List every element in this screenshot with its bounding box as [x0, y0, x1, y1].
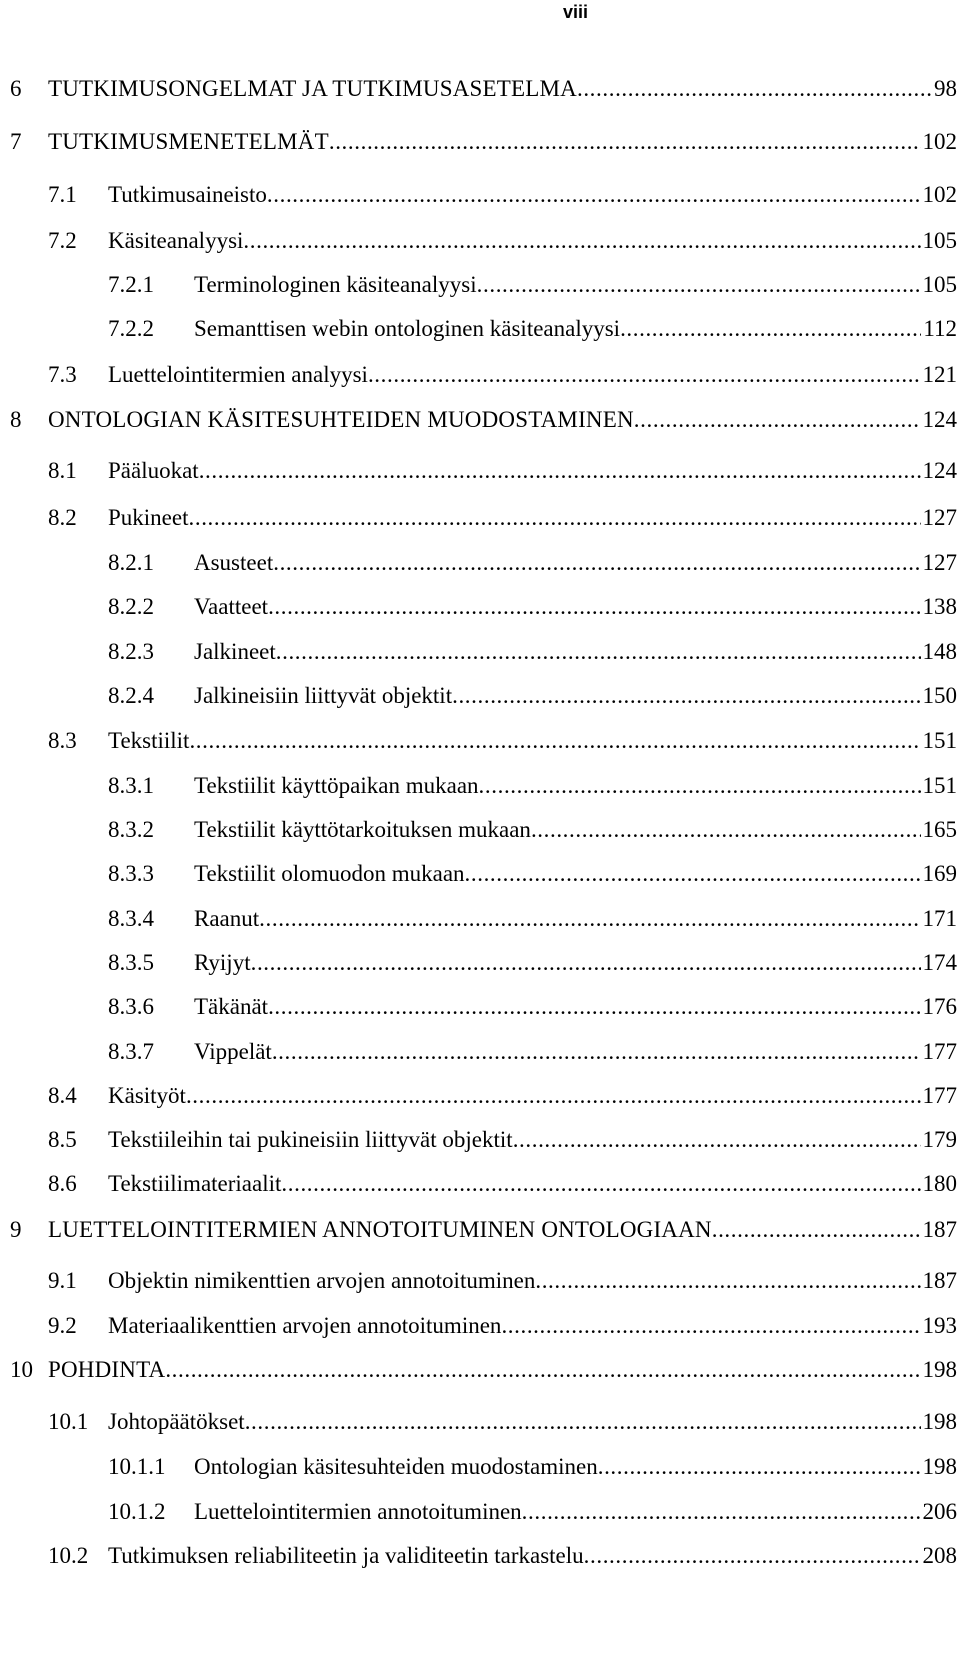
toc-entry-number: 7.1	[48, 182, 77, 207]
toc-entry-7[interactable]	[10, 127, 957, 157]
toc-entry-page: 177	[922, 1083, 957, 1108]
toc-entry-number: 10.1.1	[108, 1454, 166, 1479]
toc-entry-7-3[interactable]	[48, 360, 957, 390]
toc-entry-page: 180	[922, 1171, 957, 1196]
toc-entry-number: 8.5	[48, 1127, 77, 1152]
toc-entry-title: Asusteet	[194, 550, 274, 575]
toc-entry-page: 148	[922, 639, 957, 664]
toc-entry-8-2-2[interactable]	[108, 592, 957, 622]
toc-entry-8-3-2[interactable]	[108, 815, 957, 845]
toc-entry-10-1[interactable]	[48, 1407, 957, 1437]
toc-dot-leader	[477, 270, 921, 300]
toc-dot-leader	[598, 1452, 921, 1482]
toc-entry-page: 98	[934, 76, 957, 101]
toc-entry-10-1-1[interactable]	[108, 1452, 957, 1482]
toc-entry-number: 9.2	[48, 1313, 77, 1338]
toc-dot-leader	[522, 1497, 921, 1527]
toc-entry-page: 151	[922, 773, 957, 798]
toc-entry-title: Käsiteanalyysi	[108, 228, 244, 253]
toc-entry-number: 8.3.3	[108, 861, 154, 886]
toc-entry-title: TUTKIMUSONGELMAT JA TUTKIMUSASETELMA	[48, 76, 577, 101]
toc-entry-number: 9	[10, 1217, 22, 1242]
toc-entry-8-3-5[interactable]	[108, 948, 957, 978]
toc-entry-number: 8.3	[48, 728, 77, 753]
toc-entry-title: Tutkimusaineisto	[108, 182, 267, 207]
toc-entry-number: 7.2	[48, 228, 77, 253]
toc-entry-title: Tekstiilit	[108, 728, 190, 753]
toc-entry-title: Jalkineet	[194, 639, 276, 664]
toc-entry-number: 7.3	[48, 362, 77, 387]
toc-entry-8-3-4[interactable]	[108, 904, 957, 934]
toc-entry-number: 10.1	[48, 1409, 89, 1434]
toc-entry-title: Tekstiilit olomuodon mukaan	[194, 861, 465, 886]
toc-entry-8-5[interactable]	[48, 1125, 957, 1155]
toc-entry-8-3[interactable]	[48, 726, 957, 756]
toc-entry-page: 138	[922, 594, 957, 619]
toc-entry-title: Pukineet	[108, 505, 189, 530]
toc-dot-leader	[577, 74, 932, 104]
toc-entry-7-2-2[interactable]	[108, 314, 957, 344]
toc-entry-page: 124	[922, 458, 957, 483]
toc-entry-title: Vippelät	[194, 1039, 272, 1064]
toc-entry-number: 7	[10, 129, 22, 154]
toc-entry-title: Tekstiilit käyttöpaikan mukaan	[194, 773, 479, 798]
toc-entry-page: 198	[922, 1454, 957, 1479]
toc-entry-8-2-3[interactable]	[108, 637, 957, 667]
toc-entry-7-1[interactable]	[48, 180, 957, 210]
toc-entry-8-3-7[interactable]	[108, 1037, 957, 1067]
toc-entry-8-3-1[interactable]	[108, 771, 957, 801]
toc-entry-number: 8.3.5	[108, 950, 154, 975]
toc-entry-page: 150	[922, 683, 957, 708]
toc-dot-leader	[712, 1215, 921, 1245]
toc-entry-page: 171	[922, 906, 957, 931]
toc-entry-9-2[interactable]	[48, 1311, 957, 1341]
toc-entry-number: 8.6	[48, 1171, 77, 1196]
toc-entry-8-2[interactable]	[48, 503, 957, 533]
toc-entry-number: 10.2	[48, 1543, 89, 1568]
toc-entry-8[interactable]	[10, 405, 957, 435]
toc-entry-title: Johtopäätökset	[108, 1409, 245, 1434]
toc-entry-page: 193	[922, 1313, 957, 1338]
toc-entry-page: 187	[922, 1217, 957, 1242]
toc-entry-page: 169	[922, 861, 957, 886]
toc-entry-page: 124	[922, 407, 957, 432]
toc-dot-leader	[268, 992, 920, 1022]
toc-entry-title: ONTOLOGIAN KÄSITESUHTEIDEN MUODOSTAMINEN	[48, 407, 634, 432]
toc-entry-page: 121	[922, 362, 957, 387]
toc-dot-leader	[452, 681, 920, 711]
toc-dot-leader	[368, 360, 921, 390]
toc-entry-number: 7.2.1	[108, 272, 154, 297]
toc-dot-leader	[465, 859, 921, 889]
toc-entry-title: Tekstiileihin tai pukineisiin liittyvät objektit	[108, 1127, 513, 1152]
toc-dot-leader	[276, 637, 921, 667]
toc-dot-leader	[251, 948, 921, 978]
toc-entry-title: Täkänät	[194, 994, 269, 1019]
toc-dot-leader	[243, 226, 920, 256]
toc-entry-title: POHDINTA	[48, 1357, 166, 1382]
toc-dot-leader	[273, 548, 920, 578]
toc-entry-title: TUTKIMUSMENETELMÄT	[48, 129, 329, 154]
toc-dot-leader	[245, 1407, 921, 1437]
toc-entry-title: Vaatteet	[194, 594, 269, 619]
toc-dot-leader	[189, 503, 921, 533]
toc-entry-6[interactable]	[10, 74, 957, 104]
toc-entry-number: 8.3.1	[108, 773, 154, 798]
toc-dot-leader	[186, 1081, 921, 1111]
toc-entry-title: Luettelointitermien annotoituminen	[194, 1499, 522, 1524]
toc-dot-leader	[199, 456, 921, 486]
toc-entry-number: 8.3.7	[108, 1039, 154, 1064]
toc-entry-page: 198	[922, 1357, 957, 1382]
toc-entry-title: Semanttisen webin ontologinen käsiteanalyysi	[194, 316, 621, 341]
toc-entry-8-6[interactable]	[48, 1169, 957, 1199]
toc-dot-leader	[620, 314, 921, 344]
toc-entry-number: 8.3.2	[108, 817, 154, 842]
toc-entry-page: 174	[922, 950, 957, 975]
toc-dot-leader	[513, 1125, 921, 1155]
toc-entry-title: Tekstiilit käyttötarkoituksen mukaan	[194, 817, 531, 842]
toc-entry-page: 187	[922, 1268, 957, 1293]
toc-entry-title: Terminologinen käsiteanalyysi	[194, 272, 477, 297]
toc-entry-page: 127	[922, 550, 957, 575]
toc-entry-title: Tekstiilimateriaalit	[108, 1171, 282, 1196]
toc-entry-title: Raanut	[194, 906, 260, 931]
toc-entry-title: Käsityöt	[108, 1083, 186, 1108]
toc-entry-8-3-6[interactable]	[108, 992, 957, 1022]
toc-dot-leader	[531, 815, 921, 845]
toc-dot-leader	[329, 127, 921, 157]
toc-entry-number: 8	[10, 407, 22, 432]
toc-entry-title: Materiaalikenttien arvojen annotoituminen	[108, 1313, 502, 1338]
toc-entry-title: Pääluokat	[108, 458, 199, 483]
toc-entry-number: 8.2.3	[108, 639, 154, 664]
toc-entry-page: 206	[922, 1499, 957, 1524]
toc-entry-title: Ryijyt	[194, 950, 251, 975]
toc-entry-page: 179	[922, 1127, 957, 1152]
toc-entry-page: 102	[922, 129, 957, 154]
toc-entry-page: 127	[922, 505, 957, 530]
toc-entry-number: 8.2.4	[108, 683, 154, 708]
toc-entry-page: 177	[922, 1039, 957, 1064]
toc-entry-7-2-1[interactable]	[108, 270, 957, 300]
toc-dot-leader	[267, 180, 921, 210]
toc-entry-number: 8.3.4	[108, 906, 154, 931]
toc-entry-number: 10	[10, 1357, 33, 1382]
toc-entry-page: 102	[922, 182, 957, 207]
toc-entry-page: 105	[922, 272, 957, 297]
toc-dot-leader	[259, 904, 920, 934]
toc-entry-10-2[interactable]	[48, 1541, 957, 1571]
toc-dot-leader	[634, 405, 921, 435]
toc-dot-leader	[268, 592, 920, 622]
toc-entry-title: Luettelointitermien analyysi	[108, 362, 368, 387]
toc-entry-number: 8.3.6	[108, 994, 154, 1019]
toc-entry-title: Jalkineisiin liittyvät objektit	[194, 683, 453, 708]
toc-entry-page: 165	[922, 817, 957, 842]
toc-entry-page: 151	[922, 728, 957, 753]
toc-entry-9[interactable]	[10, 1215, 957, 1245]
toc-entry-number: 8.2.2	[108, 594, 154, 619]
toc-dot-leader	[535, 1266, 920, 1296]
toc-entry-8-4[interactable]	[48, 1081, 957, 1111]
toc-dot-leader	[479, 771, 921, 801]
toc-entry-number: 6	[10, 76, 22, 101]
toc-entry-number: 8.4	[48, 1083, 77, 1108]
toc-entry-page: 208	[922, 1543, 957, 1568]
toc-entry-title: Ontologian käsitesuhteiden muodostaminen	[194, 1454, 598, 1479]
toc-dot-leader	[272, 1037, 921, 1067]
toc-entry-9-1[interactable]	[48, 1266, 957, 1296]
toc-entry-page: 105	[922, 228, 957, 253]
page-number: viii	[563, 2, 589, 22]
toc-entry-10[interactable]	[10, 1355, 957, 1385]
toc-entry-page: 176	[922, 994, 957, 1019]
toc-entry-10-1-2[interactable]	[108, 1497, 957, 1527]
toc-dot-leader	[165, 1355, 920, 1385]
toc-entry-title: LUETTELOINTITERMIEN ANNOTOITUMINEN ONTOLOGIAAN	[48, 1217, 712, 1242]
toc-entry-title: Tutkimuksen reliabiliteetin ja validiteetin tarkastelu	[108, 1543, 584, 1568]
toc-entry-page: 198	[922, 1409, 957, 1434]
toc-dot-leader	[584, 1541, 921, 1571]
toc-entry-number: 8.2	[48, 505, 77, 530]
toc-entry-page: 112	[923, 316, 957, 341]
toc-entry-8-2-1[interactable]	[108, 548, 957, 578]
toc-dot-leader	[189, 726, 920, 756]
toc-entry-number: 7.2.2	[108, 316, 154, 341]
toc-entry-number: 9.1	[48, 1268, 77, 1293]
toc-entry-8-3-3[interactable]	[108, 859, 957, 889]
toc-entry-number: 10.1.2	[108, 1499, 166, 1524]
toc-entry-number: 8.1	[48, 458, 77, 483]
toc-entry-title: Objektin nimikenttien arvojen annotoituminen	[108, 1268, 536, 1293]
toc-entry-number: 8.2.1	[108, 550, 154, 575]
toc-dot-leader	[281, 1169, 920, 1199]
toc-entry-8-1[interactable]	[48, 456, 957, 486]
toc-entry-8-2-4[interactable]	[108, 681, 957, 711]
toc-dot-leader	[501, 1311, 920, 1341]
toc-entry-7-2[interactable]	[48, 226, 957, 256]
